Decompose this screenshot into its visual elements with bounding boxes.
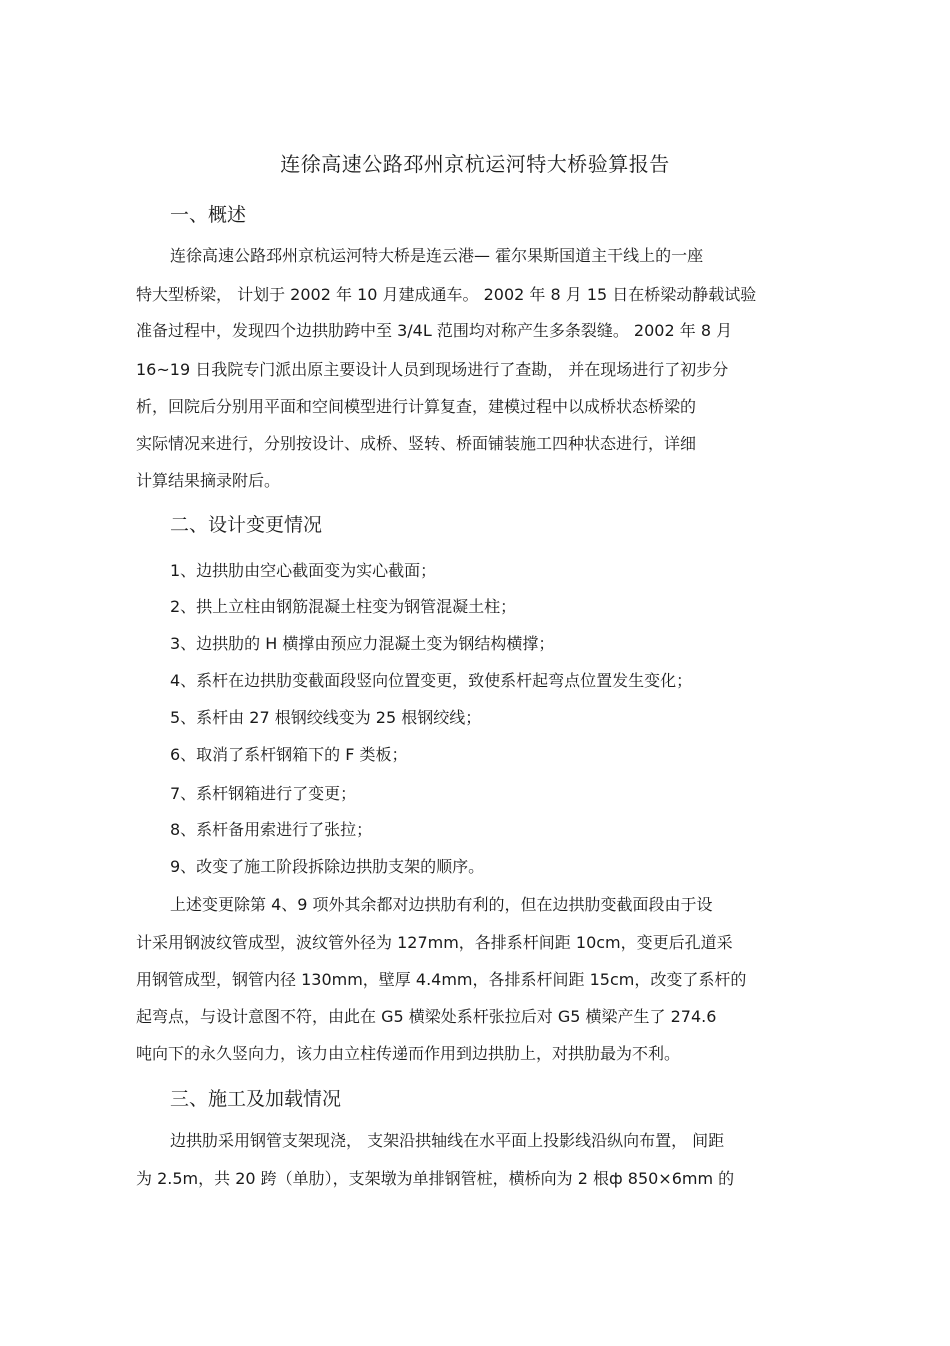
- list-item: 6、取消了系杆钢箱下的 F 类板；: [170, 745, 408, 764]
- paragraph-line: 准备过程中，发现四个边拱肋跨中至 3/4L 范围均对称产生多条裂缝。 2002 年 8 月: [136, 321, 733, 340]
- paragraph-line: 吨向下的永久竖向力，该力由立柱传递而作用到边拱肋上，对拱肋最为不利。: [136, 1044, 681, 1063]
- paragraph-line: 实际情况来进行，分别按设计、成桥、竖转、桥面铺装施工四种状态进行，详细: [136, 434, 697, 453]
- page-title: 连徐高速公路邳州京杭运河特大桥验算报告: [280, 152, 670, 176]
- list-item: 2、拱上立柱由钢筋混凝土柱变为钢管混凝土柱；: [170, 597, 517, 616]
- paragraph-line: 连徐高速公路邳州京杭运河特大桥是连云港— 霍尔果斯国道主干线上的一座: [170, 246, 704, 265]
- list-item: 3、边拱肋的 H 横撑由预应力混凝土变为钢结构横撑；: [170, 634, 555, 653]
- paragraph-line: 为 2.5m，共 20 跨（单肋），支架墩为单排钢管桩，横桥向为 2 根ф 850×6mm 的: [136, 1169, 735, 1188]
- paragraph-line: 析，回院后分别用平面和空间模型进行计算复查，建模过程中以成桥状态桥梁的: [136, 397, 697, 416]
- list-item: 9、改变了施工阶段拆除边拱肋支架的顺序。: [170, 857, 485, 876]
- section-heading-construction-loading: 三、施工及加载情况: [170, 1088, 342, 1110]
- paragraph-line: 16~19 日我院专门派出原主要设计人员到现场进行了查勘， 并在现场进行了初步分: [136, 360, 729, 379]
- list-item: 1、边拱肋由空心截面变为实心截面；: [170, 561, 437, 580]
- paragraph-line: 用钢管成型，钢管内径 130mm，壁厚 4.4mm，各排系杆间距 15cm，改变了系杆的: [136, 970, 747, 989]
- section-heading-overview: 一、概述: [170, 204, 247, 226]
- paragraph-line: 起弯点，与设计意图不符，由此在 G5 横梁处系杆张拉后对 G5 横梁产生了 274.6: [136, 1007, 717, 1026]
- paragraph-line: 边拱肋采用钢管支架现浇， 支架沿拱轴线在水平面上投影线沿纵向布置， 间距: [170, 1131, 725, 1150]
- paragraph-line: 计采用钢波纹管成型，波纹管外径为 127mm，各排系杆间距 10cm，变更后孔道采: [136, 933, 733, 952]
- section-heading-design-changes: 二、设计变更情况: [170, 514, 323, 536]
- paragraph-line: 特大型桥梁， 计划于 2002 年 10 月建成通车。 2002 年 8 月 15 日在桥梁动静载试验: [136, 285, 757, 304]
- paragraph-line: 计算结果摘录附后。: [136, 471, 281, 490]
- list-item: 8、系杆备用索进行了张拉；: [170, 820, 373, 839]
- paragraph-line: 上述变更除第 4、9 项外其余都对边拱肋有利的，但在边拱肋变截面段由于设: [170, 895, 713, 914]
- list-item: 5、系杆由 27 根钢绞线变为 25 根钢绞线；: [170, 708, 482, 727]
- list-item: 7、系杆钢箱进行了变更；: [170, 784, 357, 803]
- list-item: 4、系杆在边拱肋变截面段竖向位置变更，致使系杆起弯点位置发生变化；: [170, 671, 693, 690]
